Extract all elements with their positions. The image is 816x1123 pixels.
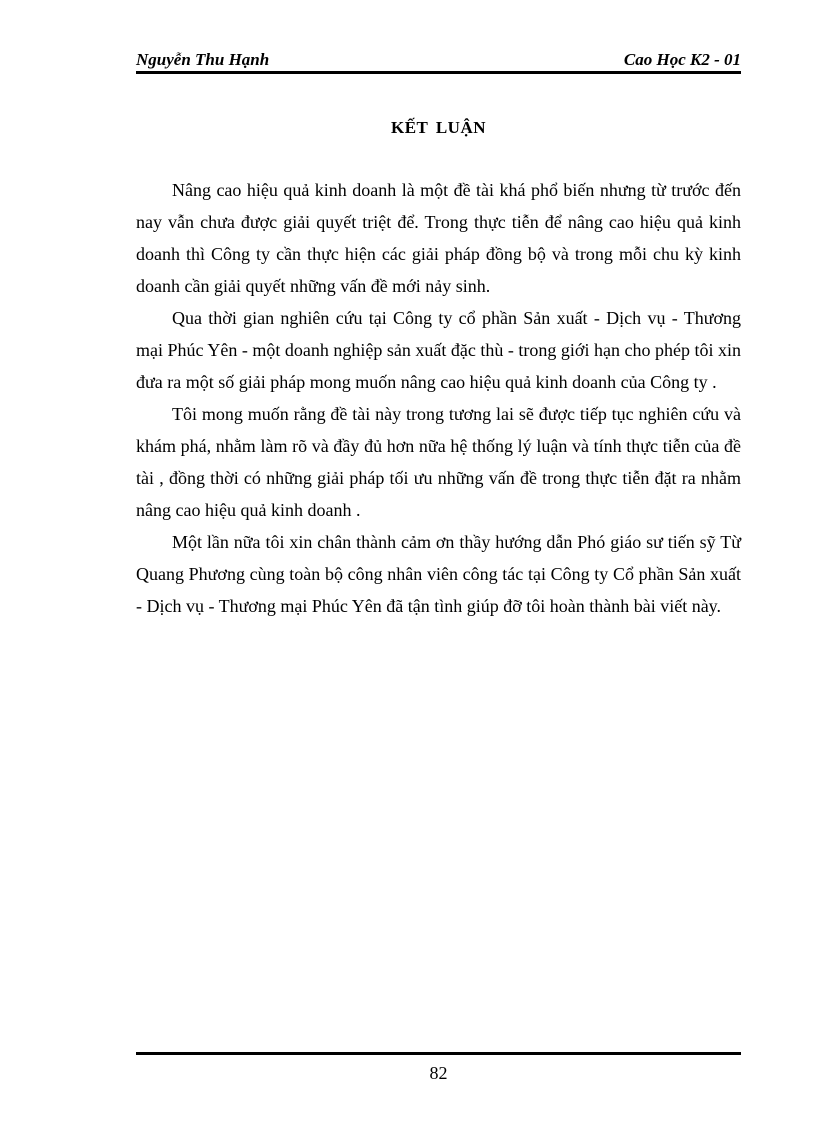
page-header: [136, 48, 741, 72]
section-title: KẾT LUẬN: [390, 118, 486, 137]
page-number: 82: [429, 1063, 448, 1083]
paragraph-4: Một lần nữa tôi xin chân thành cảm ơn thầy hướng dẫn Phó giáo sư tiến sỹ Từ Quang Phương cùng toàn bộ công nhân viên công tác tại Công ty Cổ phần Sản xuất - Dịch vụ - Thương mại Phúc Yên đã tận tình giúp đỡ tôi hoàn thành bài viết này.: [136, 532, 741, 616]
header-divider: [136, 71, 741, 74]
section-body: [136, 174, 741, 622]
paragraph-3: Tôi mong muốn rằng đề tài này trong tương lai sẽ được tiếp tục nghiên cứu và khám phá, nhằm làm rõ và đầy đủ hơn nữa hệ thống lý luận và tính thực tiễn của đề tài , đồng thời có những giải pháp tối ưu những vấn đề trong thực tiễn đặt ra nhằm nâng cao hiệu quả kinh doanh .: [136, 404, 741, 520]
header-course: Cao Học K2 - 01: [623, 50, 741, 69]
paragraph-1: Nâng cao hiệu quả kinh doanh là một đề tài khá phổ biến nhưng từ trước đến nay vẫn chưa được giải quyết triệt để. Trong thực tiễn để nâng cao hiệu quả kinh doanh thì Công ty cần thực hiện các giải pháp đồng bộ và trong mỗi chu kỳ kinh doanh cần giải quyết những vấn đề mới nảy sinh.: [136, 180, 741, 296]
paragraph-2: Qua thời gian nghiên cứu tại Công ty cổ phần Sản xuất - Dịch vụ - Thương mại Phúc Yên - một doanh nghiệp sản xuất đặc thù - trong giới hạn cho phép tôi xin đưa ra một số giải pháp mong muốn nâng cao hiệu quả kinh doanh của Công ty .: [136, 308, 741, 392]
header-author: Nguyễn Thu Hạnh: [136, 50, 270, 69]
footer-divider: [136, 1052, 741, 1055]
